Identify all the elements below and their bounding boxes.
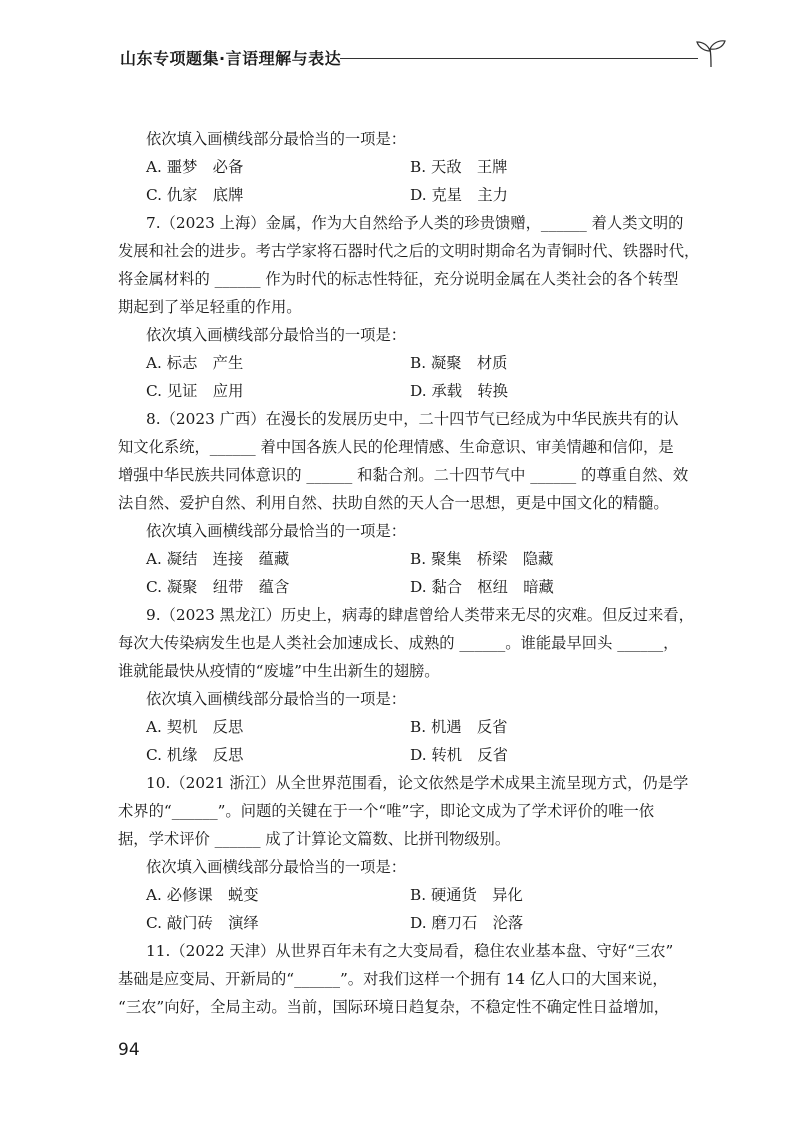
option-b: B. 聚集 桥梁 隐藏 xyxy=(410,550,554,568)
question-11-line: 11.（2022 天津）从世界百年未有之大变局看，稳住农业基本盘、守好“三农” xyxy=(146,942,674,960)
option-d: D. 克星 主力 xyxy=(410,186,508,204)
header-title: 山东专项题集·言语理解与表达 xyxy=(120,49,342,68)
question-8-line: 法自然、爱护自然、利用自然、扶助自然的天人合一思想，更是中国文化的精髓。 xyxy=(118,494,669,512)
question-8-line: 增强中华民族共同体意识的 ______ 和黏合剂。二十四节气中 ______ 的尊重自然、效 xyxy=(118,466,689,484)
sprout-icon xyxy=(694,38,728,68)
option-d: D. 黏合 枢纽 暗藏 xyxy=(410,578,554,596)
option-a: A. 凝结 连接 蕴藏 xyxy=(146,550,290,568)
question-7-line: 将金属材料的 ______ 作为时代的标志性特征，充分说明金属在人类社会的各个转型 xyxy=(118,270,679,288)
option-d: D. 承载 转换 xyxy=(410,382,508,400)
question-10-line: 术界的“______”。问题的关键在于一个“唯”字，即论文成为了学术评价的唯一依 xyxy=(118,802,655,820)
question-10-line: 据，学术评价 ______ 成了计算论文篇数、比拼刊物级别。 xyxy=(118,830,511,848)
option-c: C. 凝聚 纽带 蕴含 xyxy=(146,578,290,596)
question-10-line: 10.（2021 浙江）从全世界范围看，论文依然是学术成果主流呈现方式，仍是学 xyxy=(146,774,689,792)
question-8-prompt: 依次填入画横线部分最恰当的一项是： xyxy=(146,522,407,540)
option-a: A. 契机 反思 xyxy=(146,718,244,736)
option-c: C. 见证 应用 xyxy=(146,382,244,400)
option-a: A. 必修课 蜕变 xyxy=(146,886,259,904)
option-row xyxy=(118,545,718,573)
question-7-line: 期起到了举足轻重的作用。 xyxy=(118,298,302,316)
option-a: A. 标志 产生 xyxy=(146,354,244,372)
prev-question-prompt: 依次填入画横线部分最恰当的一项是： xyxy=(146,130,407,148)
question-9-line: 谁就能最快从疫情的“废墟”中生出新生的翅膀。 xyxy=(118,662,440,680)
running-header xyxy=(120,38,728,74)
question-9-line: 9.（2023 黑龙江）历史上，病毒的肆虐曾给人类带来无尽的灾难。但反过来看， xyxy=(146,606,694,624)
question-9-line: 每次大传染病发生也是人类社会加速成长、成熟的 ______。谁能最早回头 ______， xyxy=(118,634,679,652)
question-8-line: 8.（2023 广西）在漫长的发展历史中，二十四节气已经成为中华民族共有的认 xyxy=(146,410,679,428)
option-d: D. 磨刀石 沦落 xyxy=(410,914,524,932)
question-7-prompt: 依次填入画横线部分最恰当的一项是： xyxy=(146,326,407,344)
option-b: B. 硬通货 异化 xyxy=(410,886,523,904)
question-11-line: “三农”向好，全局主动。当前，国际环境日趋复杂，不稳定性不确定性日益增加， xyxy=(118,998,670,1016)
option-row xyxy=(118,153,718,181)
question-11-line: 基础是应变局、开新局的“______”。对我们这样一个拥有 14 亿人口的大国来说， xyxy=(118,970,668,988)
question-8-line: 知文化系统，______ 着中国各族人民的伦理情感、生命意识、审美情趣和信仰，是 xyxy=(118,438,674,456)
question-9-prompt: 依次填入画横线部分最恰当的一项是： xyxy=(146,690,407,708)
option-row xyxy=(118,741,718,769)
option-b: B. 凝聚 材质 xyxy=(410,354,508,372)
option-row xyxy=(118,713,718,741)
option-a: A. 噩梦 必备 xyxy=(146,158,244,176)
page-content xyxy=(118,125,718,1021)
question-7-line: 7.（2023 上海）金属，作为大自然给予人类的珍贵馈赠，______ 着人类文明的 xyxy=(146,214,684,232)
option-c: C. 机缘 反思 xyxy=(146,746,244,764)
option-row xyxy=(118,881,718,909)
option-c: C. 仇家 底牌 xyxy=(146,186,244,204)
option-b: B. 天敌 王牌 xyxy=(410,158,508,176)
option-b: B. 机遇 反省 xyxy=(410,718,508,736)
question-7-line: 发展和社会的进步。考古学家将石器时代之后的文明时期命名为青铜时代、铁器时代， xyxy=(118,242,700,260)
option-row xyxy=(118,349,718,377)
option-row xyxy=(118,909,718,937)
option-row xyxy=(118,181,718,209)
option-row xyxy=(118,377,718,405)
header-rule xyxy=(340,58,698,59)
question-10-prompt: 依次填入画横线部分最恰当的一项是： xyxy=(146,858,407,876)
option-row xyxy=(118,573,718,601)
option-c: C. 敲门砖 演绎 xyxy=(146,914,259,932)
page-number: 94 xyxy=(118,1040,140,1060)
option-d: D. 转机 反省 xyxy=(410,746,508,764)
